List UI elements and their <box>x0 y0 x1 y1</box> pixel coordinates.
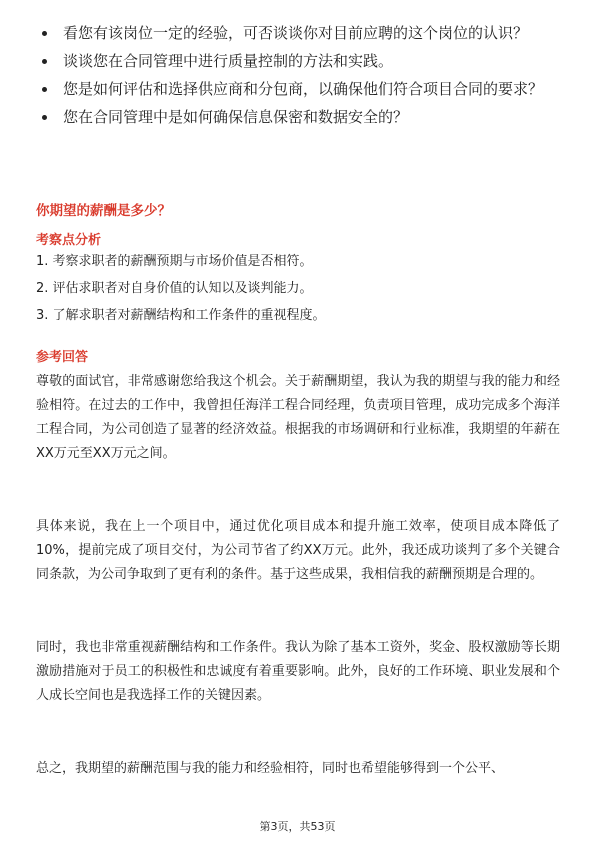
answer-paragraph: 具体来说，我在上一个项目中，通过优化项目成本和提升施工效率，使项目成本降低了10%，提前完成了项目交付，为公司节省了约XX万元。此外，我还成功谈判了多个关键合同条款，为公司争取到了更有利的条件。基于这些成果，我相信我的薪酬预期是合理的。 <box>36 519 560 582</box>
bullet-text: 您在合同管理中是如何确保信息保密和数据安全的？ <box>63 108 409 126</box>
page-number-footer: 第3页，共53页 <box>259 820 336 833</box>
question-heading: 你期望的薪酬是多少？ <box>36 203 171 219</box>
answer-paragraph: 总之，我期望的薪酬范围与我的能力和经验相符，同时也希望能够得到一个公平、 <box>36 761 505 776</box>
bullet-text: 您是如何评估和选择供应商和分包商，以确保他们符合项目合同的要求？ <box>63 80 544 98</box>
bullet-dot-icon <box>42 59 47 64</box>
bullet-dot-icon <box>42 87 47 92</box>
answer-heading: 参考回答 <box>36 350 89 365</box>
bullet-dot-icon <box>42 115 47 120</box>
bullet-item <box>40 22 560 44</box>
bullet-item <box>40 106 560 128</box>
bullet-text: 看您有该岗位一定的经验，可否谈谈你对目前应聘的这个岗位的认识？ <box>63 24 529 42</box>
bullet-item <box>40 78 560 100</box>
answer-body <box>36 370 560 830</box>
analysis-item: 3. 了解求职者对薪酬结构和工作条件的重视程度。 <box>36 308 326 323</box>
question-bullet-list <box>40 22 560 134</box>
analysis-list <box>36 254 556 335</box>
bullet-item <box>40 50 560 72</box>
answer-paragraph: 同时，我也非常重视薪酬结构和工作条件。我认为除了基本工资外，奖金、股权激励等长期激励措施对于员工的积极性和忠诚度有着重要影响。此外，良好的工作环境、职业发展和个人成长空间也是我选择工作的关键因素。 <box>36 640 560 703</box>
analysis-heading: 考察点分析 <box>36 233 102 248</box>
bullet-text: 谈谈您在合同管理中进行质量控制的方法和实践。 <box>63 52 394 70</box>
answer-paragraph: 尊敬的面试官，非常感谢您给我这个机会。关于薪酬期望，我认为我的期望与我的能力和经验相符。在过去的工作中，我曾担任海洋工程合同经理，负责项目管理，成功完成多个海洋工程合同，为公司创造了显著的经济效益。根据我的市场调研和行业标准，我期望的年薪在XX万元至XX万元之间。 <box>36 374 560 461</box>
analysis-item: 2. 评估求职者对自身价值的认知以及谈判能力。 <box>36 281 313 296</box>
analysis-item: 1. 考察求职者的薪酬预期与市场价值是否相符。 <box>36 254 313 269</box>
bullet-dot-icon <box>42 31 47 36</box>
